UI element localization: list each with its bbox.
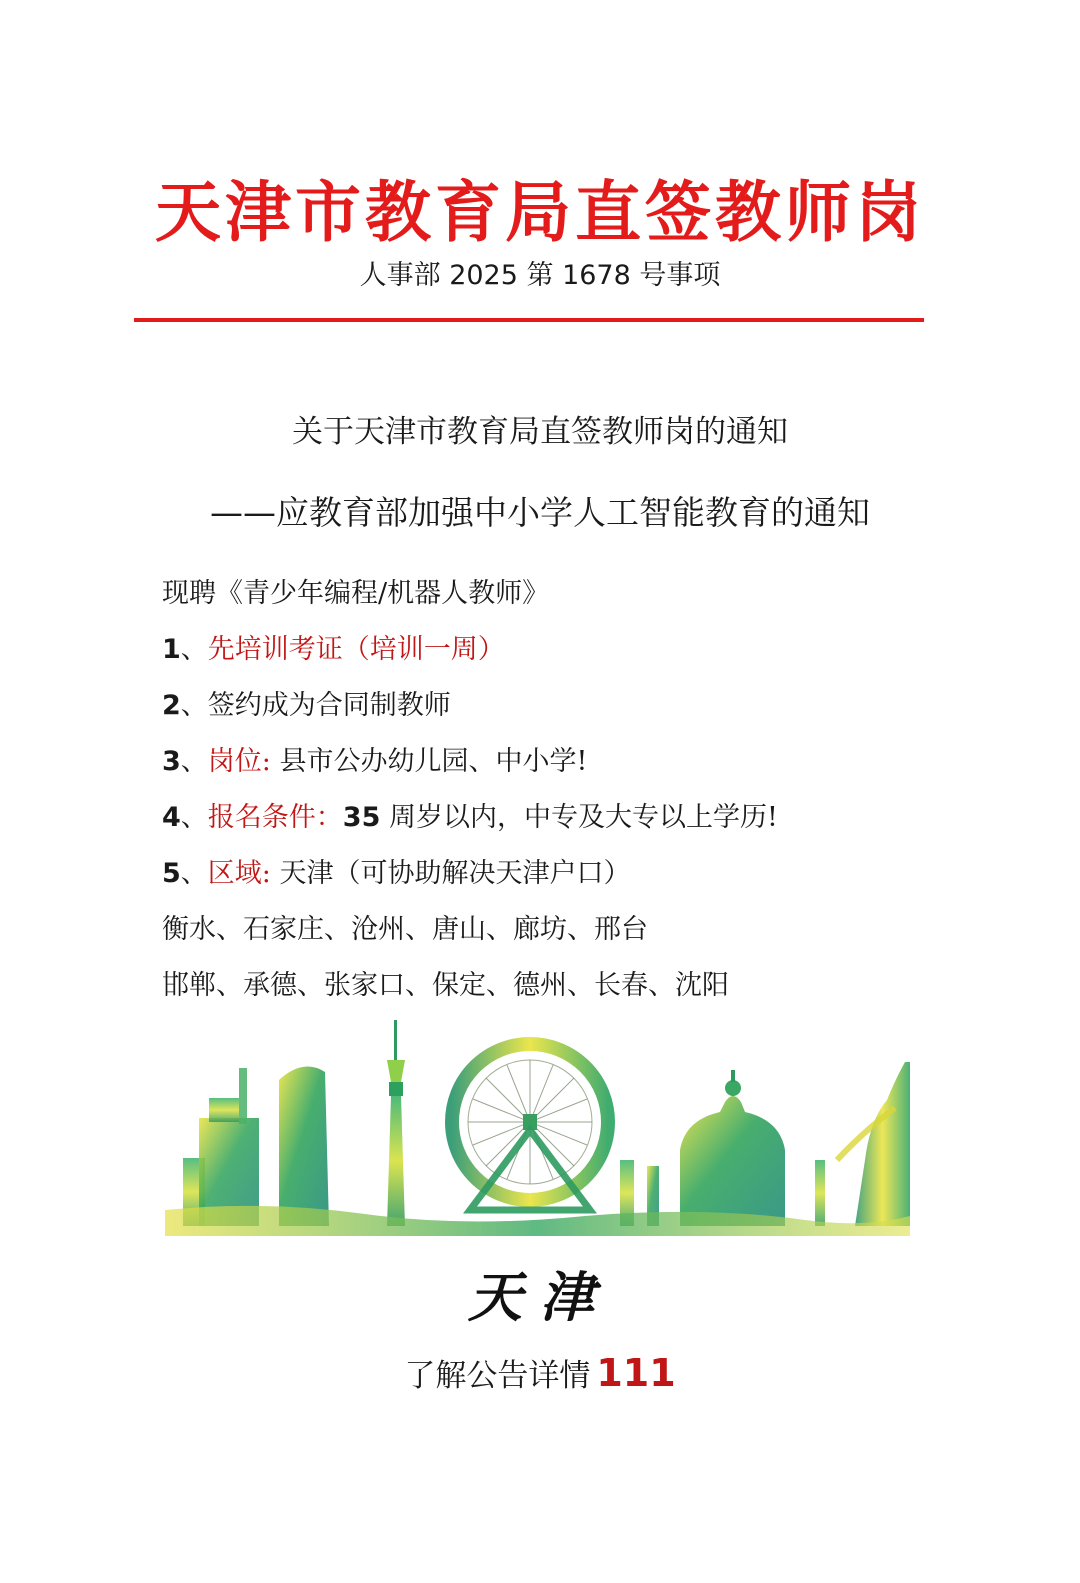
item-highlight: 先培训考证（培训一周） xyxy=(207,634,505,665)
header-divider xyxy=(134,318,924,322)
item-highlight: 区域: xyxy=(207,858,271,889)
footer xyxy=(0,1348,1080,1401)
notice-subtitle: ——应教育部加强中小学人工智能教育的通知 xyxy=(210,493,870,532)
city-list-line-2: 邯郸、承德、张家口、保定、德州、长春、沈阳 xyxy=(162,970,729,1001)
document-number: 人事部 2025 第 1678 号事项 xyxy=(359,260,721,291)
item-highlight: 岗位: xyxy=(207,746,271,777)
item-number: 1 xyxy=(162,634,181,665)
list-item-requirements xyxy=(162,790,962,846)
footer-label: 了解公告详情 xyxy=(404,1358,591,1394)
item-highlight: 报名条件： xyxy=(207,802,343,833)
item-number: 4 xyxy=(162,802,181,833)
item-text: 县市公办幼儿园、中小学! xyxy=(270,746,588,777)
recruitment-intro: 现聘《青少年编程/机器人教师》 xyxy=(162,578,550,609)
item-separator: 、 xyxy=(180,634,208,665)
list-item-contract xyxy=(162,678,962,734)
item-separator: 、 xyxy=(180,802,208,833)
item-number: 2 xyxy=(162,690,181,721)
item-number: 3 xyxy=(162,746,181,777)
notice-title: 关于天津市教育局直签教师岗的通知 xyxy=(292,414,788,450)
page-title: 天津市教育局直签教师岗 xyxy=(155,173,925,251)
item-separator: 、 xyxy=(180,746,208,777)
city-list-line-1: 衡水、石家庄、沧州、唐山、廊坊、邢台 xyxy=(162,914,648,945)
item-separator: 、 xyxy=(180,690,208,721)
tianjin-skyline-icon xyxy=(165,1010,910,1250)
item-text: 签约成为合同制教师 xyxy=(207,690,451,721)
footer-number: 111 xyxy=(596,1351,676,1395)
list-item-training xyxy=(162,622,962,678)
item-separator: 、 xyxy=(180,858,208,889)
notice-body xyxy=(162,566,962,1014)
item-text: 周岁以内，中专及大专以上学历! xyxy=(380,802,778,833)
age-limit: 35 xyxy=(342,802,381,833)
city-name-calligraphy: 天津 xyxy=(468,1265,612,1329)
item-text: 天津（可协助解决天津户口） xyxy=(270,858,631,889)
list-item-position xyxy=(162,734,962,790)
list-item-region xyxy=(162,846,962,902)
item-number: 5 xyxy=(162,858,181,889)
